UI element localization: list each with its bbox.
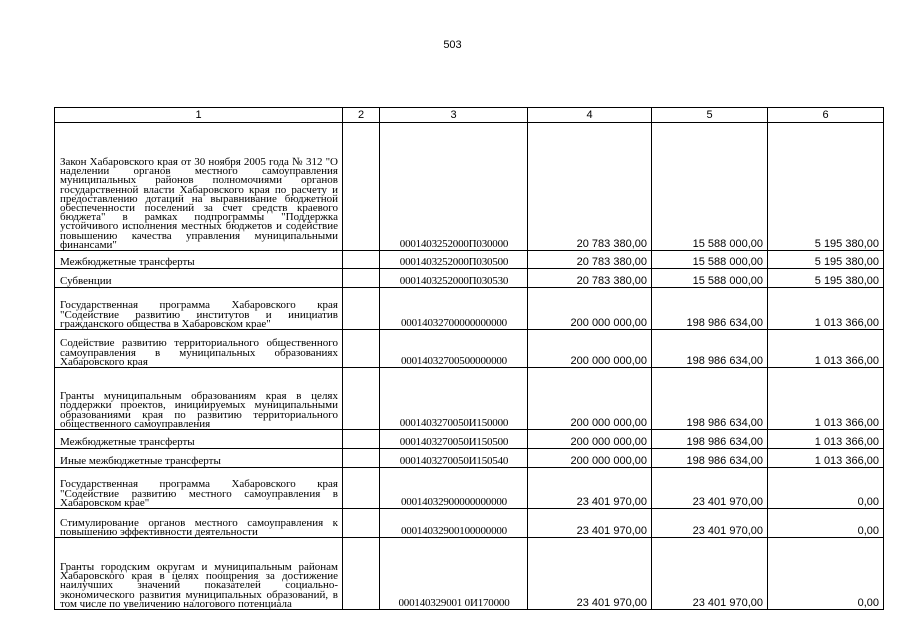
row-code: 0001403252000П030500: [380, 251, 528, 269]
row-name: Иные межбюджетные трансферты: [55, 449, 343, 468]
table-row: [55, 288, 884, 330]
row-value-5: 23 401 970,00: [652, 509, 768, 538]
row-value-5: 198 986 634,00: [652, 288, 768, 330]
row-value-6: 5 195 380,00: [768, 123, 884, 251]
table-row: [55, 449, 884, 468]
table-row: [55, 509, 884, 538]
row-value-4: 23 401 970,00: [528, 538, 652, 610]
row-col2: [343, 123, 380, 251]
table-row: [55, 330, 884, 368]
page-number: 503: [443, 39, 462, 51]
row-value-4: 200 000 000,00: [528, 449, 652, 468]
table-row: [55, 269, 884, 288]
row-name: Субвенции: [55, 269, 343, 288]
row-value-5: 23 401 970,00: [652, 468, 768, 509]
row-code: 00014032900100000000: [380, 509, 528, 538]
row-name: Межбюджетные трансферты: [55, 251, 343, 269]
row-value-4: 23 401 970,00: [528, 468, 652, 509]
row-col2: [343, 468, 380, 509]
row-code: 0001403270050И150540: [380, 449, 528, 468]
row-col2: [343, 449, 380, 468]
row-code: 0001403252000П030000: [380, 123, 528, 251]
row-value-6: 1 013 366,00: [768, 449, 884, 468]
column-header: 4: [528, 108, 652, 123]
row-value-4: 23 401 970,00: [528, 509, 652, 538]
column-header: 6: [768, 108, 884, 123]
table-row: [55, 468, 884, 509]
row-col2: [343, 368, 380, 430]
row-name: Стимулирование органов местного самоуправления к повышению эффективности деятельности: [55, 509, 343, 538]
row-col2: [343, 288, 380, 330]
row-name: Закон Хабаровского края от 30 ноября 2005 года № 312 "О наделении органов местного самоуправления муниципальных районов полномочиями органов государственной власти Хабаровского края по расчету и предоставлению дотаций на выравнивание бюджетной обеспеченности поселений за счет средств краевого бюджета" в рамках подпрограммы "Поддержка устойчивого исполнения местных бюджетов и содействие повышению качества управления муниципальными финансами": [55, 123, 343, 251]
row-name: Межбюджетные трансферты: [55, 430, 343, 449]
row-value-5: 15 588 000,00: [652, 269, 768, 288]
row-value-6: 1 013 366,00: [768, 288, 884, 330]
row-value-4: 20 783 380,00: [528, 123, 652, 251]
row-value-6: 0,00: [768, 468, 884, 509]
row-value-6: 1 013 366,00: [768, 330, 884, 368]
row-col2: [343, 430, 380, 449]
row-value-5: 198 986 634,00: [652, 449, 768, 468]
row-value-4: 20 783 380,00: [528, 251, 652, 269]
column-header: 5: [652, 108, 768, 123]
row-value-6: 1 013 366,00: [768, 368, 884, 430]
row-name: Гранты муниципальным образованиям края в целях поддержки проектов, инициируемых муниципальными образованиями края по развитию территориального общественного самоуправления: [55, 368, 343, 430]
column-header: 1: [55, 108, 343, 123]
row-value-4: 200 000 000,00: [528, 288, 652, 330]
row-col2: [343, 251, 380, 269]
row-code: 0001403270050И150500: [380, 430, 528, 449]
row-name: Содействие развитию территориального общественного самоуправления в муниципальных образованиях Хабаровского края: [55, 330, 343, 368]
row-code: 00014032700000000000: [380, 288, 528, 330]
table-row: [55, 430, 884, 449]
row-col2: [343, 509, 380, 538]
row-value-6: 5 195 380,00: [768, 251, 884, 269]
row-code: 00014032900000000000: [380, 468, 528, 509]
row-name: Гранты городским округам и муниципальным районам Хабаровского края в целях поощрения за достижение наилучших значений показателей социально-экономического развития муниципальных образований, в том числе по увеличению налогового потенциала: [55, 538, 343, 610]
column-header: 3: [380, 108, 528, 123]
table-row: [55, 368, 884, 430]
row-code: 00014032700500000000: [380, 330, 528, 368]
row-value-5: 15 588 000,00: [652, 123, 768, 251]
row-col2: [343, 269, 380, 288]
row-value-5: 23 401 970,00: [652, 538, 768, 610]
row-value-6: 5 195 380,00: [768, 269, 884, 288]
row-value-6: 0,00: [768, 538, 884, 610]
header-row: [55, 108, 884, 123]
row-value-5: 15 588 000,00: [652, 251, 768, 269]
row-value-6: 0,00: [768, 509, 884, 538]
row-code: 0001403270050И150000: [380, 368, 528, 430]
row-name: Государственная программа Хабаровского края "Содействие развитию местного самоуправления в Хабаровском крае": [55, 468, 343, 509]
budget-table: [54, 107, 884, 610]
table-row: [55, 123, 884, 251]
row-value-4: 200 000 000,00: [528, 430, 652, 449]
row-value-6: 1 013 366,00: [768, 430, 884, 449]
row-col2: [343, 538, 380, 610]
row-value-5: 198 986 634,00: [652, 368, 768, 430]
row-col2: [343, 330, 380, 368]
row-value-5: 198 986 634,00: [652, 430, 768, 449]
row-code: 0001403252000П030530: [380, 269, 528, 288]
column-header: 2: [343, 108, 380, 123]
row-value-5: 198 986 634,00: [652, 330, 768, 368]
table-row: [55, 538, 884, 610]
row-value-4: 200 000 000,00: [528, 368, 652, 430]
table-row: [55, 251, 884, 269]
row-value-4: 200 000 000,00: [528, 330, 652, 368]
row-value-4: 20 783 380,00: [528, 269, 652, 288]
row-code: 000140329001 0И170000: [380, 538, 528, 610]
row-name: Государственная программа Хабаровского края "Содействие развитию институтов и инициатив гражданского общества в Хабаровском крае": [55, 288, 343, 330]
